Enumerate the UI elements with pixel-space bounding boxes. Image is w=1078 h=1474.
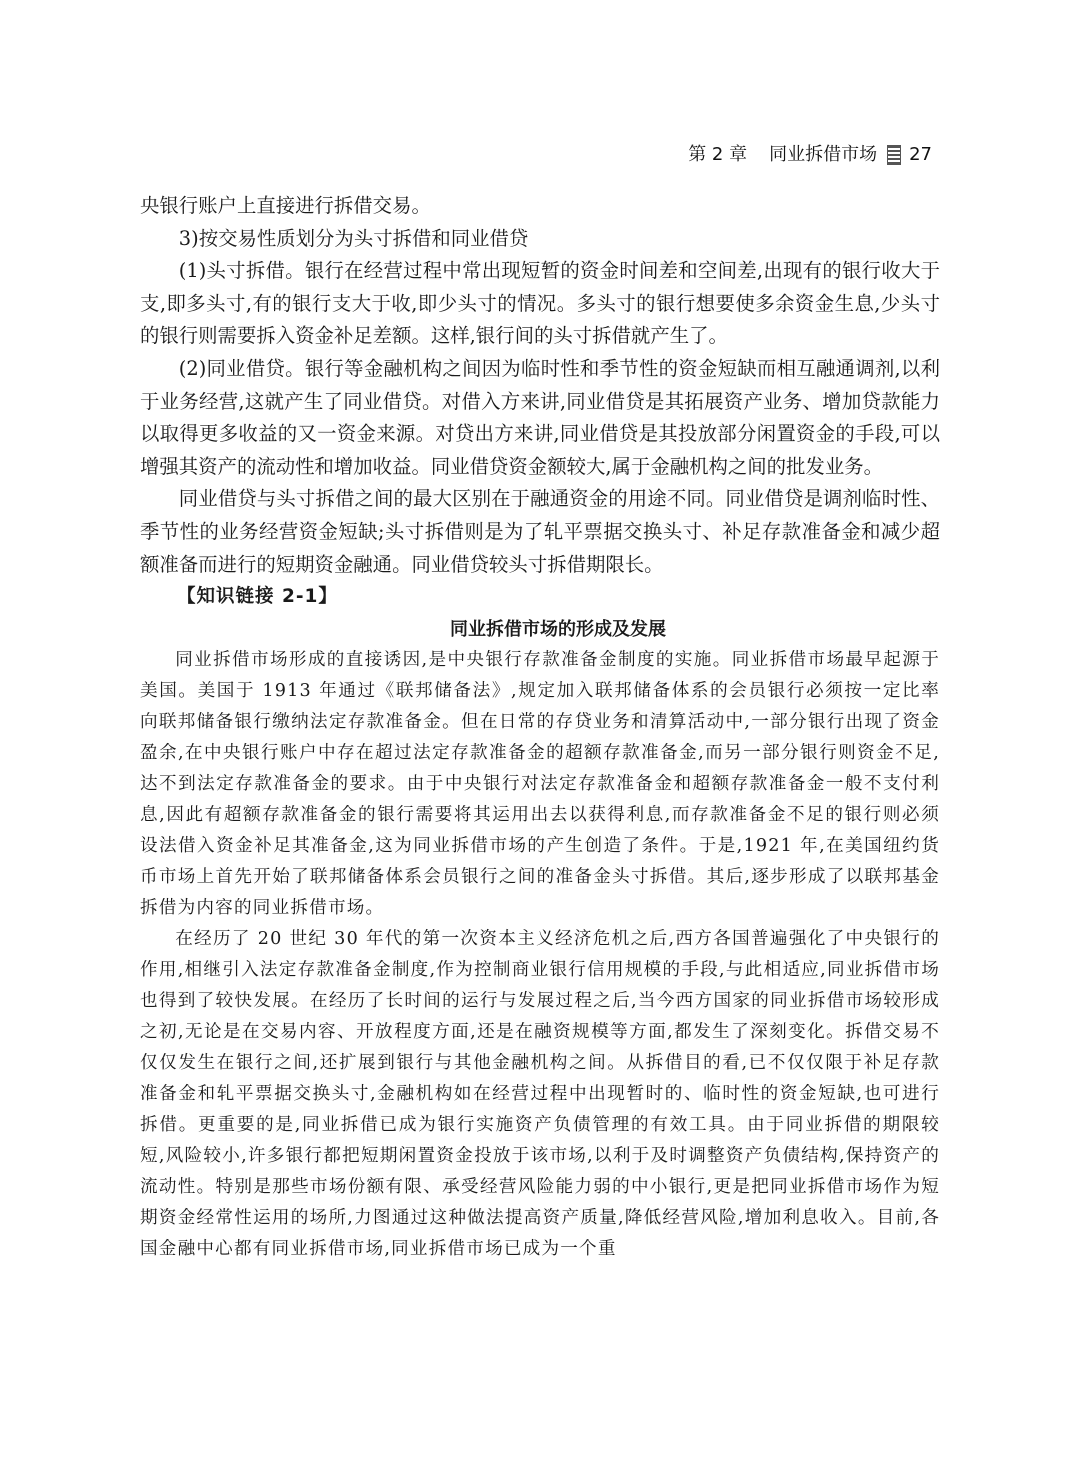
knowledge-link-body	[140, 645, 940, 1265]
knowledge-link-label: 【知识链接 2-1】	[177, 586, 338, 608]
paragraph-position-lending: (1)头寸拆借。银行在经营过程中常出现短暂的资金时间差和空间差,出现有的银行收大于支,即多头寸,有的银行支大于收,即少头寸的情况。多头寸的银行想要使多余资金生息,少头寸的银行则需要拆入资金补足差额。这样,银行间的头寸拆借就产生了。	[140, 259, 940, 348]
header-block-icon	[887, 145, 901, 165]
knowledge-link-title: 同业拆借市场的形成及发展	[450, 618, 666, 640]
paragraph-continuation: 央银行账户上直接进行拆借交易。	[140, 194, 431, 217]
paragraph-difference: 同业借贷与头寸拆借之间的最大区别在于融通资金的用途不同。同业借贷是调剂临时性、季节性的业务经营资金短缺;头寸拆借则是为了轧平票据交换头寸、补足存款准备金和减少超额准备而进行的短期资金融通。同业借贷较头寸拆借期限长。	[140, 487, 940, 576]
main-text	[140, 190, 940, 1265]
paragraph-interbank-lending: (2)同业借贷。银行等金融机构之间因为临时性和季节性的资金短缺而相互融通调剂,以利于业务经营,这就产生了同业借贷。对借入方来讲,同业借贷是其拓展资产业务、增加贷款能力以取得更多收益的又一资金来源。对贷出方来讲,同业借贷是其投放部分闲置资金的手段,可以增强其资产的流动性和增加收益。同业借贷资金额较大,属于金融机构之间的批发业务。	[140, 356, 940, 478]
subsection-heading: 3)按交易性质划分为头寸拆借和同业借贷	[178, 226, 529, 250]
knowledge-link-box	[140, 581, 940, 1265]
running-head	[688, 143, 932, 167]
chapter-number: 第 2 章	[688, 144, 748, 165]
knowledge-link-paragraph: 同业拆借市场形成的直接诱因,是中央银行存款准备金制度的实施。同业拆借市场最早起源于美国。美国于 1913 年通过《联邦储备法》,规定加入联邦储备体系的会员银行必须按一定比率向联邦储备银行缴纳法定存款准备金。但在日常的存贷业务和清算活动中,一部分银行出现了资金盈余,在中央银行账户中存在超过法定存款准备金的超额存款准备金,而另一部分银行则资金不足,达不到法定存款准备金的要求。由于中央银行对法定存款准备金和超额存款准备金一般不支付利息,因此有超额存款准备金的银行需要将其运用出去以获得利息,而存款准备金不足的银行则必须设法借入资金补足其准备金,这为同业拆借市场的产生创造了条件。于是,1921 年,在美国纽约货币市场上首先开始了联邦储备体系会员银行之间的准备金头寸拆借。其后,逐步形成了以联邦基金拆借为内容的同业拆借市场。	[140, 649, 940, 918]
page-number: 27	[909, 144, 932, 165]
chapter-title: 同业拆借市场	[769, 144, 878, 165]
knowledge-link-paragraph: 在经历了 20 世纪 30 年代的第一次资本主义经济危机之后,西方各国普遍强化了中央银行的作用,相继引入法定存款准备金制度,作为控制商业银行信用规模的手段,与此相适应,同业拆借市场也得到了较快发展。在经历了长时间的运行与发展过程之后,当今西方国家的同业拆借市场较形成之初,无论是在交易内容、开放程度方面,还是在融资规模等方面,都发生了深刻变化。拆借交易不仅仅发生在银行之间,还扩展到银行与其他金融机构之间。从拆借目的看,已不仅仅限于补足存款准备金和轧平票据交换头寸,金融机构如在经营过程中出现暂时的、临时性的资金短缺,也可进行拆借。更重要的是,同业拆借已成为银行实施资产负债管理的有效工具。由于同业拆借的期限较短,风险较小,许多银行都把短期闲置资金投放于该市场,以利于及时调整资产负债结构,保持资产的流动性。特别是那些市场份额有限、承受经营风险能力弱的中小银行,更是把同业拆借市场作为短期资金经常性运用的场所,力图通过这种做法提高资产质量,降低经营风险,增加利息收入。目前,各国金融中心都有同业拆借市场,同业拆借市场已成为一个重	[140, 928, 940, 1259]
